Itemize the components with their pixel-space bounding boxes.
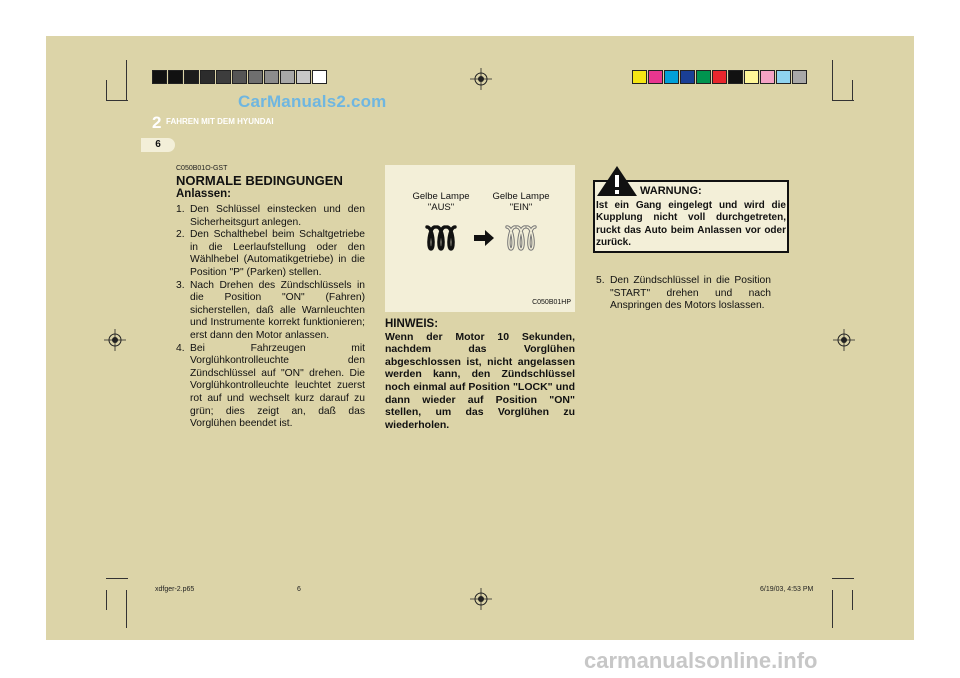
color-swatch bbox=[632, 70, 647, 84]
color-swatch bbox=[312, 70, 327, 84]
color-swatch bbox=[232, 70, 247, 84]
section-number: 2 bbox=[152, 113, 162, 132]
registration-target-icon bbox=[833, 329, 855, 351]
color-swatch bbox=[264, 70, 279, 84]
lamp-on-label: Gelbe Lampe "EIN" bbox=[492, 191, 550, 213]
section-code: C050B01O-GST bbox=[176, 165, 228, 172]
crop-mark bbox=[832, 60, 833, 100]
color-swatch bbox=[696, 70, 711, 84]
color-swatch bbox=[184, 70, 199, 84]
hint-text: Wenn der Motor 10 Sekunden, nachdem das Vorglühen abgeschlossen ist, nicht angelassen werden kann, den Zündschlüssel noch einmal auf Position "LOCK" und dann wieder auf Position "ON" stellen, um das Vorglühen zu wiederholen. bbox=[385, 330, 575, 431]
lamp-off-label: Gelbe Lampe "AUS" bbox=[412, 191, 470, 213]
warning-title: WARNUNG: bbox=[640, 185, 702, 197]
list-item: 4. Bei Fahrzeugen mit Vorglühkontrolleuchte den Zündschlüssel auf "ON" drehen. Die Vorglühkontrolleuchte leuchtet zuerst rot auf und wechselt kurz darauf zu grün; dies zeigt an, daß das Vorglühen beendet ist. bbox=[176, 342, 365, 430]
hint-block bbox=[385, 318, 575, 431]
registration-target-icon bbox=[104, 329, 126, 351]
warning-triangle-icon bbox=[596, 165, 638, 197]
color-swatch bbox=[248, 70, 263, 84]
glow-plug-on-icon bbox=[503, 223, 539, 253]
color-swatch bbox=[152, 70, 167, 84]
hint-title: HINWEIS: bbox=[385, 318, 439, 330]
cmyk-color-bar bbox=[632, 70, 808, 84]
crop-mark bbox=[106, 80, 107, 100]
color-swatch bbox=[680, 70, 695, 84]
list-item: 5. Den Zündschlüssel in die Position "START" drehen und nach Anspringen des Motors loslassen. bbox=[596, 275, 771, 312]
crop-mark bbox=[832, 100, 854, 101]
warning-text: Ist ein Gang eingelegt und wird die Kupplung nicht voll durchgetreten, ruckt das Auto beim Anlassen vor oder zurück. bbox=[596, 200, 786, 248]
step-5 bbox=[596, 275, 771, 313]
crop-mark bbox=[832, 578, 854, 579]
color-swatch bbox=[216, 70, 231, 84]
list-item: 1. Den Schlüssel einstecken und den Sicherheitsgurt anlegen. bbox=[176, 204, 365, 228]
footer-file: xdfger-2.p65 bbox=[155, 586, 195, 593]
crop-mark bbox=[852, 80, 853, 100]
color-swatch bbox=[648, 70, 663, 84]
color-swatch bbox=[280, 70, 295, 84]
steps-list bbox=[176, 204, 365, 431]
crop-mark bbox=[852, 590, 853, 610]
color-swatch bbox=[168, 70, 183, 84]
glow-lamp-figure bbox=[385, 165, 575, 312]
bottom-watermark[interactable]: carmanualsonline.info bbox=[584, 648, 818, 673]
color-swatch bbox=[664, 70, 679, 84]
list-item: 2. Den Schalthebel beim Schaltgetriebe in die Leerlaufstellung oder den Wählhebel (Automatikgetriebe) in die Position "P" (Parken) stellen. bbox=[176, 229, 365, 278]
footer-page: 6 bbox=[297, 586, 301, 593]
footer-date: 6/19/03, 4:53 PM bbox=[760, 586, 814, 593]
registration-target-icon bbox=[470, 588, 492, 610]
steps-list bbox=[596, 275, 771, 313]
section-heading: NORMALE BEDINGUNGEN bbox=[176, 173, 343, 188]
crop-mark bbox=[126, 590, 127, 628]
registration-target-icon bbox=[470, 68, 492, 90]
color-swatch bbox=[776, 70, 791, 84]
list-item: 3. Nach Drehen des Zündschlüssels in die Position "ON" (Fahren) sicherstellen, daß alle Warnleuchten und Instrumente korrekt funktionieren; erst dann den Motor anlassen. bbox=[176, 279, 365, 341]
section-subheading: Anlassen: bbox=[176, 188, 231, 200]
crop-mark bbox=[106, 590, 107, 610]
grayscale-color-bar bbox=[152, 70, 328, 84]
crop-mark bbox=[832, 590, 833, 628]
figure-code: C050B01HP bbox=[532, 299, 571, 306]
color-swatch bbox=[296, 70, 311, 84]
site-watermark[interactable]: CarManuals2.com bbox=[238, 92, 387, 111]
page-number: 6 bbox=[141, 138, 175, 152]
crop-mark bbox=[106, 100, 128, 101]
glow-plug-off-icon bbox=[423, 223, 459, 253]
color-swatch bbox=[712, 70, 727, 84]
arrow-right-icon bbox=[473, 229, 495, 247]
color-swatch bbox=[744, 70, 759, 84]
color-swatch bbox=[760, 70, 775, 84]
crop-mark bbox=[106, 578, 128, 579]
section-title: FAHREN MIT DEM HYUNDAI bbox=[166, 117, 274, 126]
color-swatch bbox=[728, 70, 743, 84]
left-column bbox=[176, 165, 365, 431]
crop-mark bbox=[126, 60, 127, 100]
color-swatch bbox=[792, 70, 807, 84]
color-swatch bbox=[200, 70, 215, 84]
